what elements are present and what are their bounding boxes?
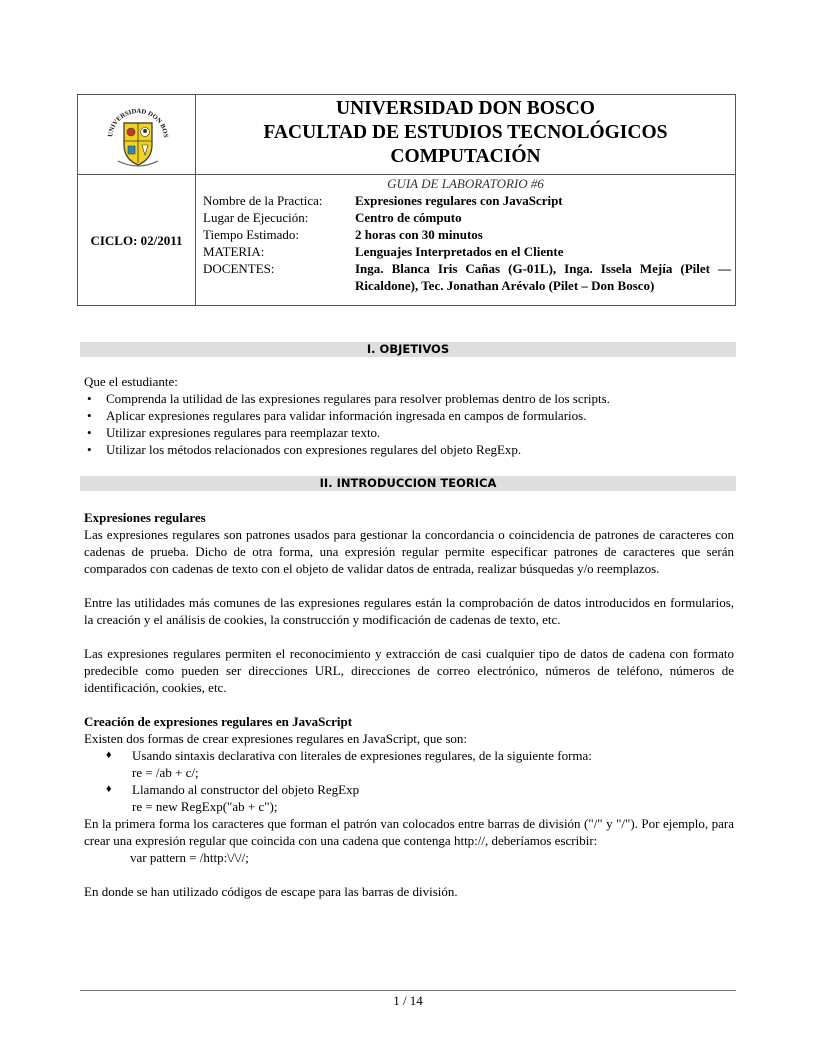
info-value: Inga. Blanca Iris Cañas (G-01L), Inga. Issela Mejía (Pilet — Ricaldone), Tec. Jonathan Arévalo (Pilet – Don Bosco) [355,261,731,293]
info-row [203,209,731,226]
info-label: MATERIA: [203,244,265,259]
creation-bullet [84,747,734,781]
page-number: 1 / 14 [393,993,423,1008]
paragraph: Existen dos formas de crear expresiones regulares en JavaScript, que son: [84,731,468,746]
objetivos-intro: Que el estudiante: [84,374,178,389]
list-item: • Aplicar expresiones regulares para validar información ingresada en campos de formularios. [84,407,734,424]
info-row [203,260,731,294]
table-divider-horizontal [78,174,735,175]
info-value: Centro de cómputo [355,210,462,225]
info-label: Tiempo Estimado: [203,227,299,242]
practice-info [203,192,731,294]
section-objetivos-heading: I. OBJETIVOS [80,342,736,357]
subheading-creacion: Creación de expresiones regulares en JavaScript [84,714,353,729]
ciclo-label: CICLO: 02/2011 [90,233,183,248]
paragraph: En donde se han utilizado códigos de escape para las barras de división. [84,884,458,899]
bullet-text: Usando sintaxis declarativa con literales de expresiones regulares, de la siguiente forma: [132,748,592,763]
objetivos-list [84,390,734,458]
university-logo [102,101,174,173]
code-example: var pattern = /http:\/\//; [130,850,249,865]
university-name: UNIVERSIDAD DON BOSCO [336,98,595,119]
header-titles [196,97,735,169]
info-value: Expresiones regulares con JavaScript [355,193,563,208]
paragraph: Las expresiones regulares son patrones usados para gestionar la concordancia o coincidencia de patrones de caracteres con cadenas de prueba. Dicho de otra forma, una expresión regular permite especificar patrones de caracteres que serán comparados con cadenas de texto con el objeto de validar datos de entrada, realizar búsquedas y/o reemplazos. [84,527,734,576]
list-item: • Comprenda la utilidad de las expresiones regulares para resolver problemas dentro de los scripts. [84,390,734,407]
info-label: Nombre de la Practica: [203,193,323,208]
diamond-bullet-icon: ♦ [106,783,112,795]
info-label: Lugar de Ejecución: [203,210,309,225]
logo-seal-text: UNIVERSIDAD DON BOS [107,107,169,138]
guia-title: GUIA DE LABORATORIO #6 [387,176,544,191]
info-row [203,243,731,260]
section-introduccion-heading: II. INTRODUCCION TEORICA [80,476,736,491]
subheading-expresiones: Expresiones regulares [84,510,206,525]
paragraph: Las expresiones regulares permiten el reconocimiento y extracción de casi cualquier tipo de datos de cadena con formato predecible como pueden ser direcciones URL, direcciones de correo electrónico, números de teléfono, números de identificación, cookies, etc. [84,646,734,695]
info-label: DOCENTES: [203,261,275,276]
list-item: • Utilizar expresiones regulares para reemplazar texto. [84,424,734,441]
code-example: re = new RegExp("ab + c"); [132,799,278,814]
paragraph: Entre las utilidades más comunes de las expresiones regulares están la comprobación de datos introducidos en formularios, la creación y el análisis de cookies, la construcción y modificación de cadenas de texto, etc. [84,595,734,627]
list-item: • Utilizar los métodos relacionados con expresiones regulares del objeto RegExp. [84,441,734,458]
creation-bullet [84,781,734,815]
info-row [203,226,731,243]
info-value: 2 horas con 30 minutos [355,227,483,242]
paragraph: En la primera forma los caracteres que forman el patrón van colocados entre barras de división ("/" y "/"). Por ejemplo, para crear una expresión regular que coincida con una cadena que contenga http://, deberíamos escribir: [84,816,734,848]
diamond-bullet-icon: ♦ [106,749,112,761]
department-name: COMPUTACIÓN [390,146,541,167]
bullet-text: Llamando al constructor del objeto RegExp [132,782,360,797]
footer-divider [80,990,736,991]
faculty-name: FACULTAD DE ESTUDIOS TECNOLÓGICOS [263,122,668,143]
code-example: re = /ab + c/; [132,765,199,780]
info-row [203,192,731,209]
info-value: Lenguajes Interpretados en el Cliente [355,244,564,259]
header-table [77,94,736,306]
objetivos-content [84,373,734,458]
introduccion-content [84,509,734,900]
